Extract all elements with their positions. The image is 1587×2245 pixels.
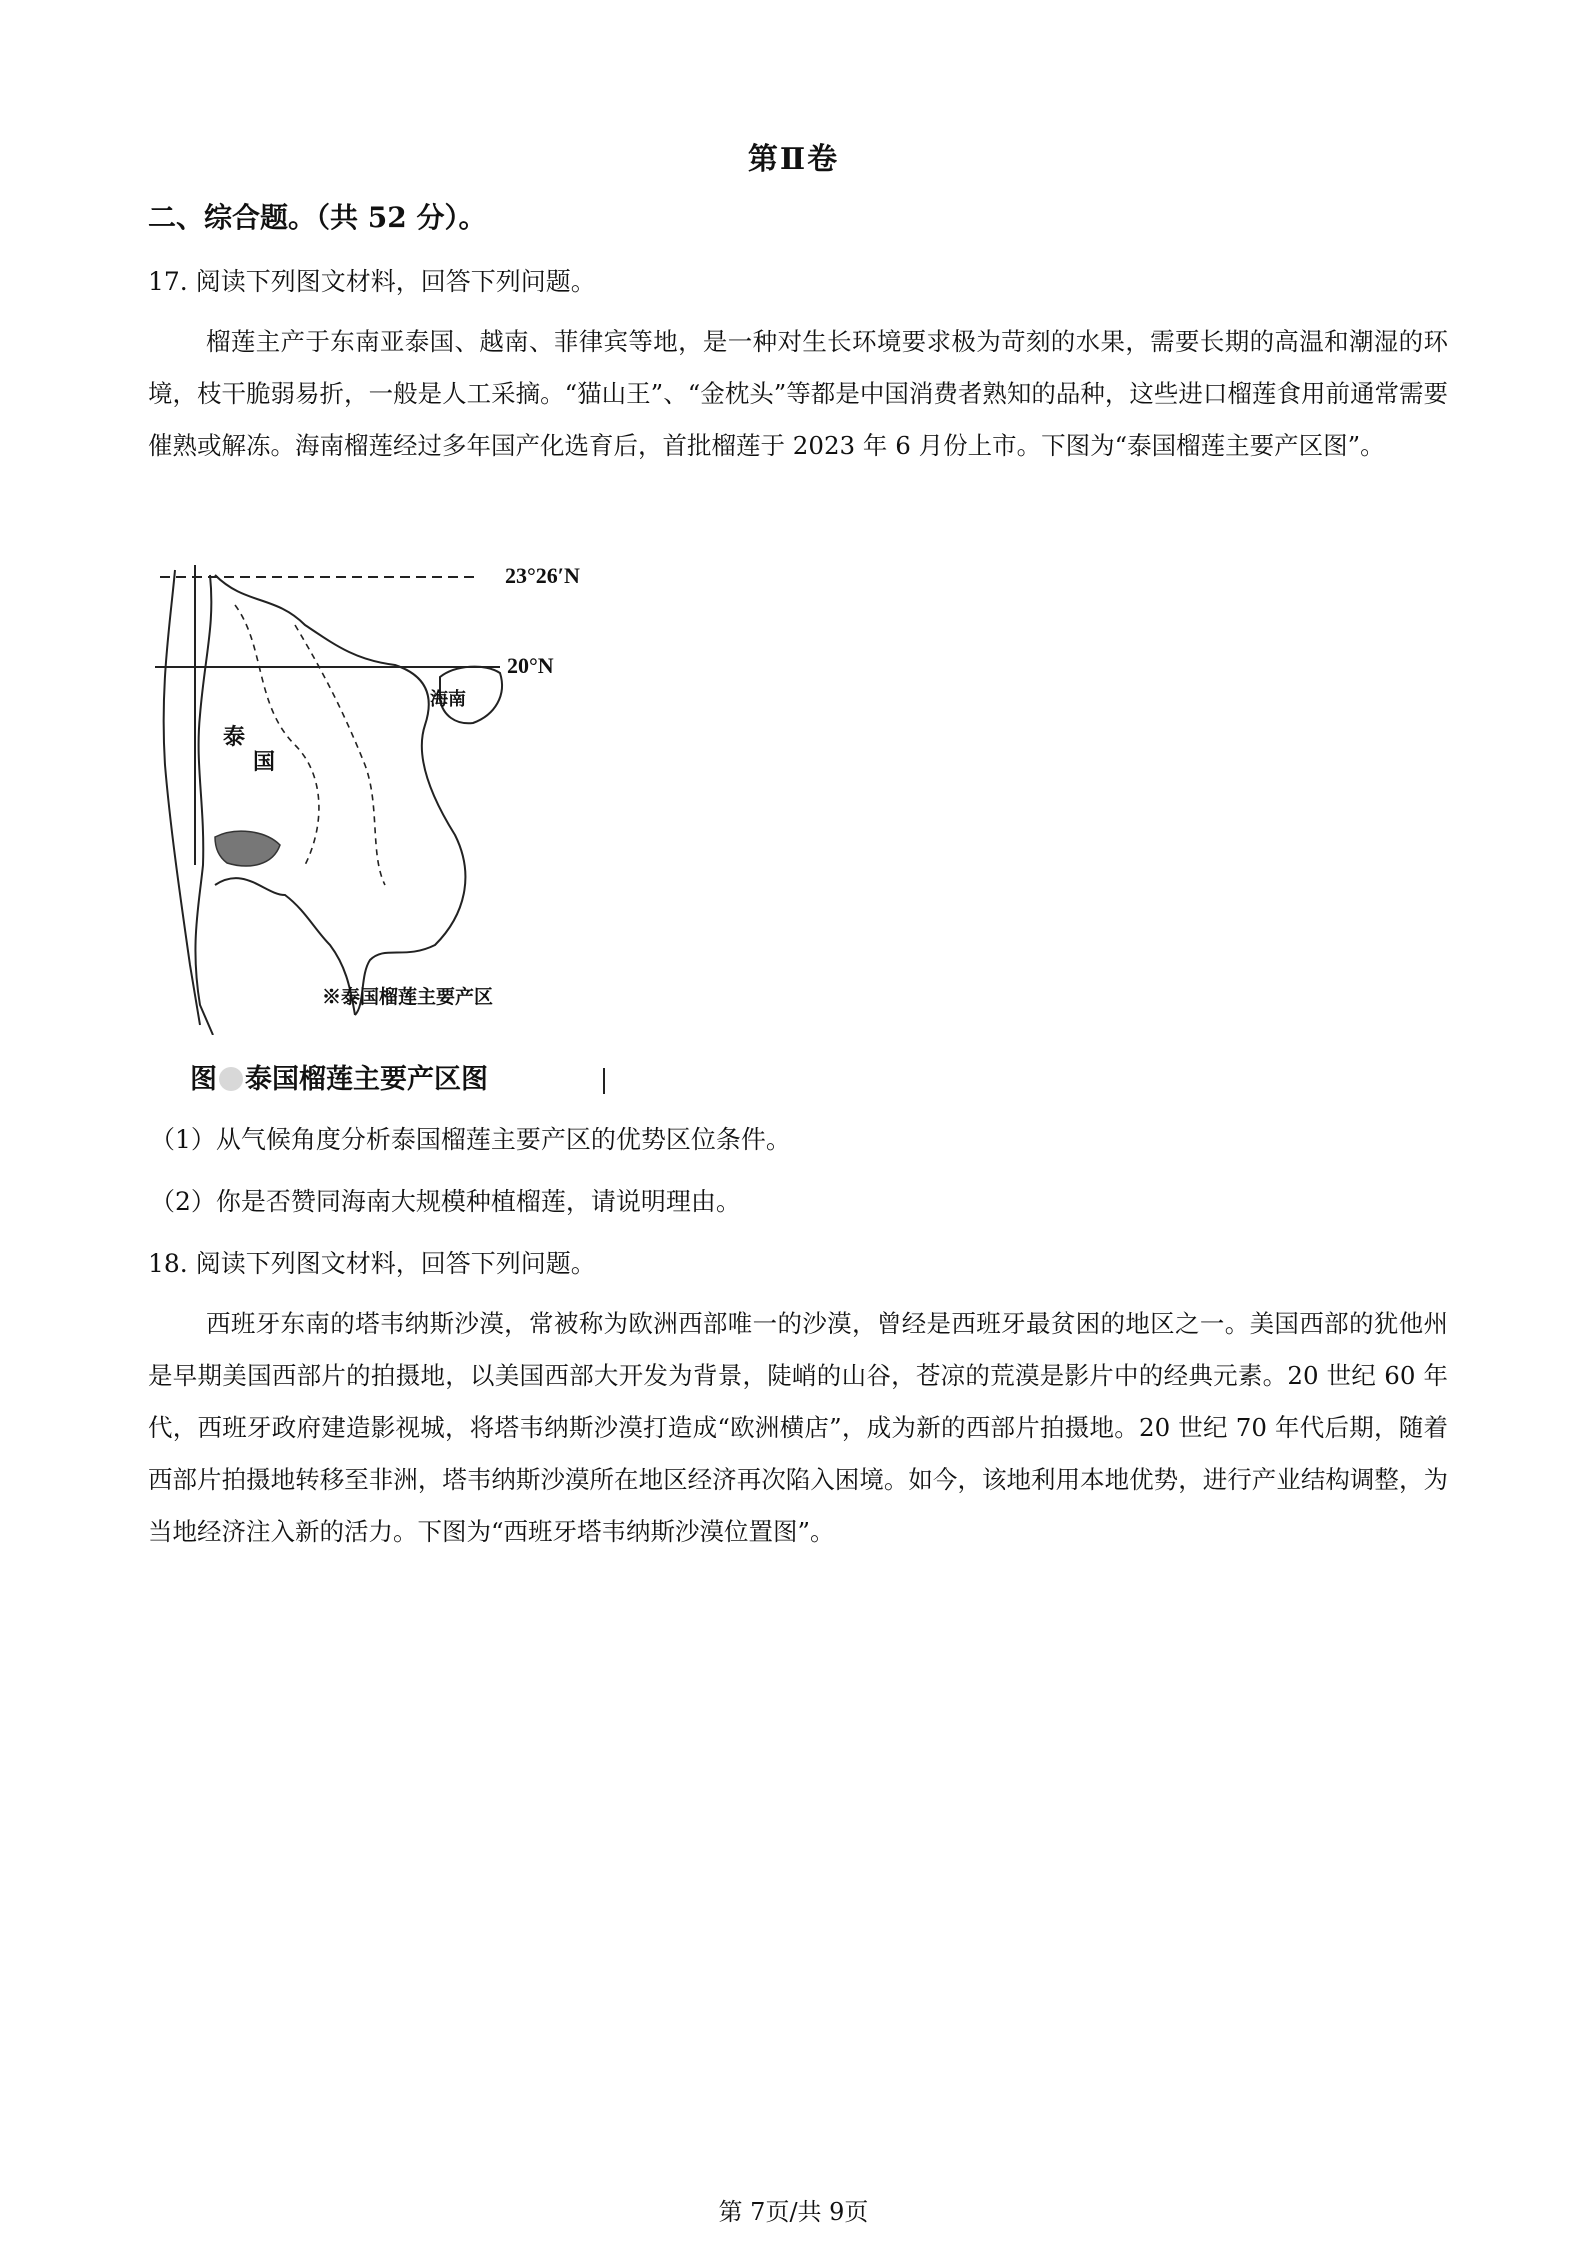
question-17-heading: 17. 阅读下列图文材料，回答下列问题。	[148, 267, 596, 296]
caption-text: 泰国榴莲主要产区图	[245, 1064, 488, 1095]
indochina-coast	[215, 575, 465, 1015]
thai-border-west	[195, 575, 213, 1035]
question-17-sub-1: （1）从气候角度分析泰国榴莲主要产区的优势区位条件。	[150, 1125, 791, 1154]
label-thailand-2: 国	[253, 749, 276, 775]
page-footer: 第 7页/共 9页	[718, 2198, 869, 2226]
question-18-material: 西班牙东南的塔韦纳斯沙漠，常被称为欧洲西部唯一的沙漠，曾经是西班牙最贫困的地区之一。美国西部的犹他州是早期美国西部片的拍摄地，以美国西部大开发为背景，陡峭的山谷，苍凉的荒漠是影片中的经典元素。20 世纪 60 年代，西班牙政府建造影视城，将塔韦纳斯沙漠打造成“欧洲横店”，成为新的西部片拍摄地。20 世纪 70 年代后期，随着西部片拍摄地转移至非洲，塔韦纳斯沙漠所在地区经济再次陷入困境。如今，该地利用本地优势，进行产业结构调整，为当地经济注入新的活力。下图为“西班牙塔韦纳斯沙漠位置图”。	[148, 1309, 1448, 1546]
volume-title: 第Ⅱ卷	[747, 142, 840, 177]
lat-label-20n: 20°N	[507, 653, 554, 678]
label-thailand-1: 泰	[223, 724, 246, 750]
text-cursor	[603, 1068, 605, 1094]
map-drawing	[155, 565, 595, 1035]
lat-label-tropic: 23°26′N	[505, 563, 580, 588]
map-caption	[190, 1057, 488, 1096]
question-17-material: 榴莲主产于东南亚泰国、越南、菲律宾等地，是一种对生长环境要求极为苛刻的水果，需要长期的高温和潮湿的环境，枝干脆弱易折，一般是人工采摘。“猫山王”、“金枕头”等都是中国消费者熟知的品种，这些进口榴莲食用前通常需要催熟或解冻。海南榴莲经过多年国产化选育后，首批榴莲于 2023 年 6 月份上市。下图为“泰国榴莲主要产区图”。	[148, 327, 1448, 460]
label-hainan: 海南	[430, 689, 466, 710]
caption-prefix: 图	[190, 1064, 217, 1095]
internal-border-2	[295, 625, 385, 885]
thailand-durian-map	[155, 565, 595, 1035]
question-18-heading: 18. 阅读下列图文材料，回答下列问题。	[148, 1249, 596, 1278]
caption-blur-mark	[219, 1067, 243, 1091]
section-heading: 二、综合题。（共 52 分）。	[148, 201, 487, 234]
map-legend: ※泰国榴莲主要产区	[322, 986, 494, 1008]
question-17-sub-2: （2）你是否赞同海南大规模种植榴莲，请说明理由。	[150, 1187, 741, 1216]
durian-zone-shading	[215, 831, 280, 866]
